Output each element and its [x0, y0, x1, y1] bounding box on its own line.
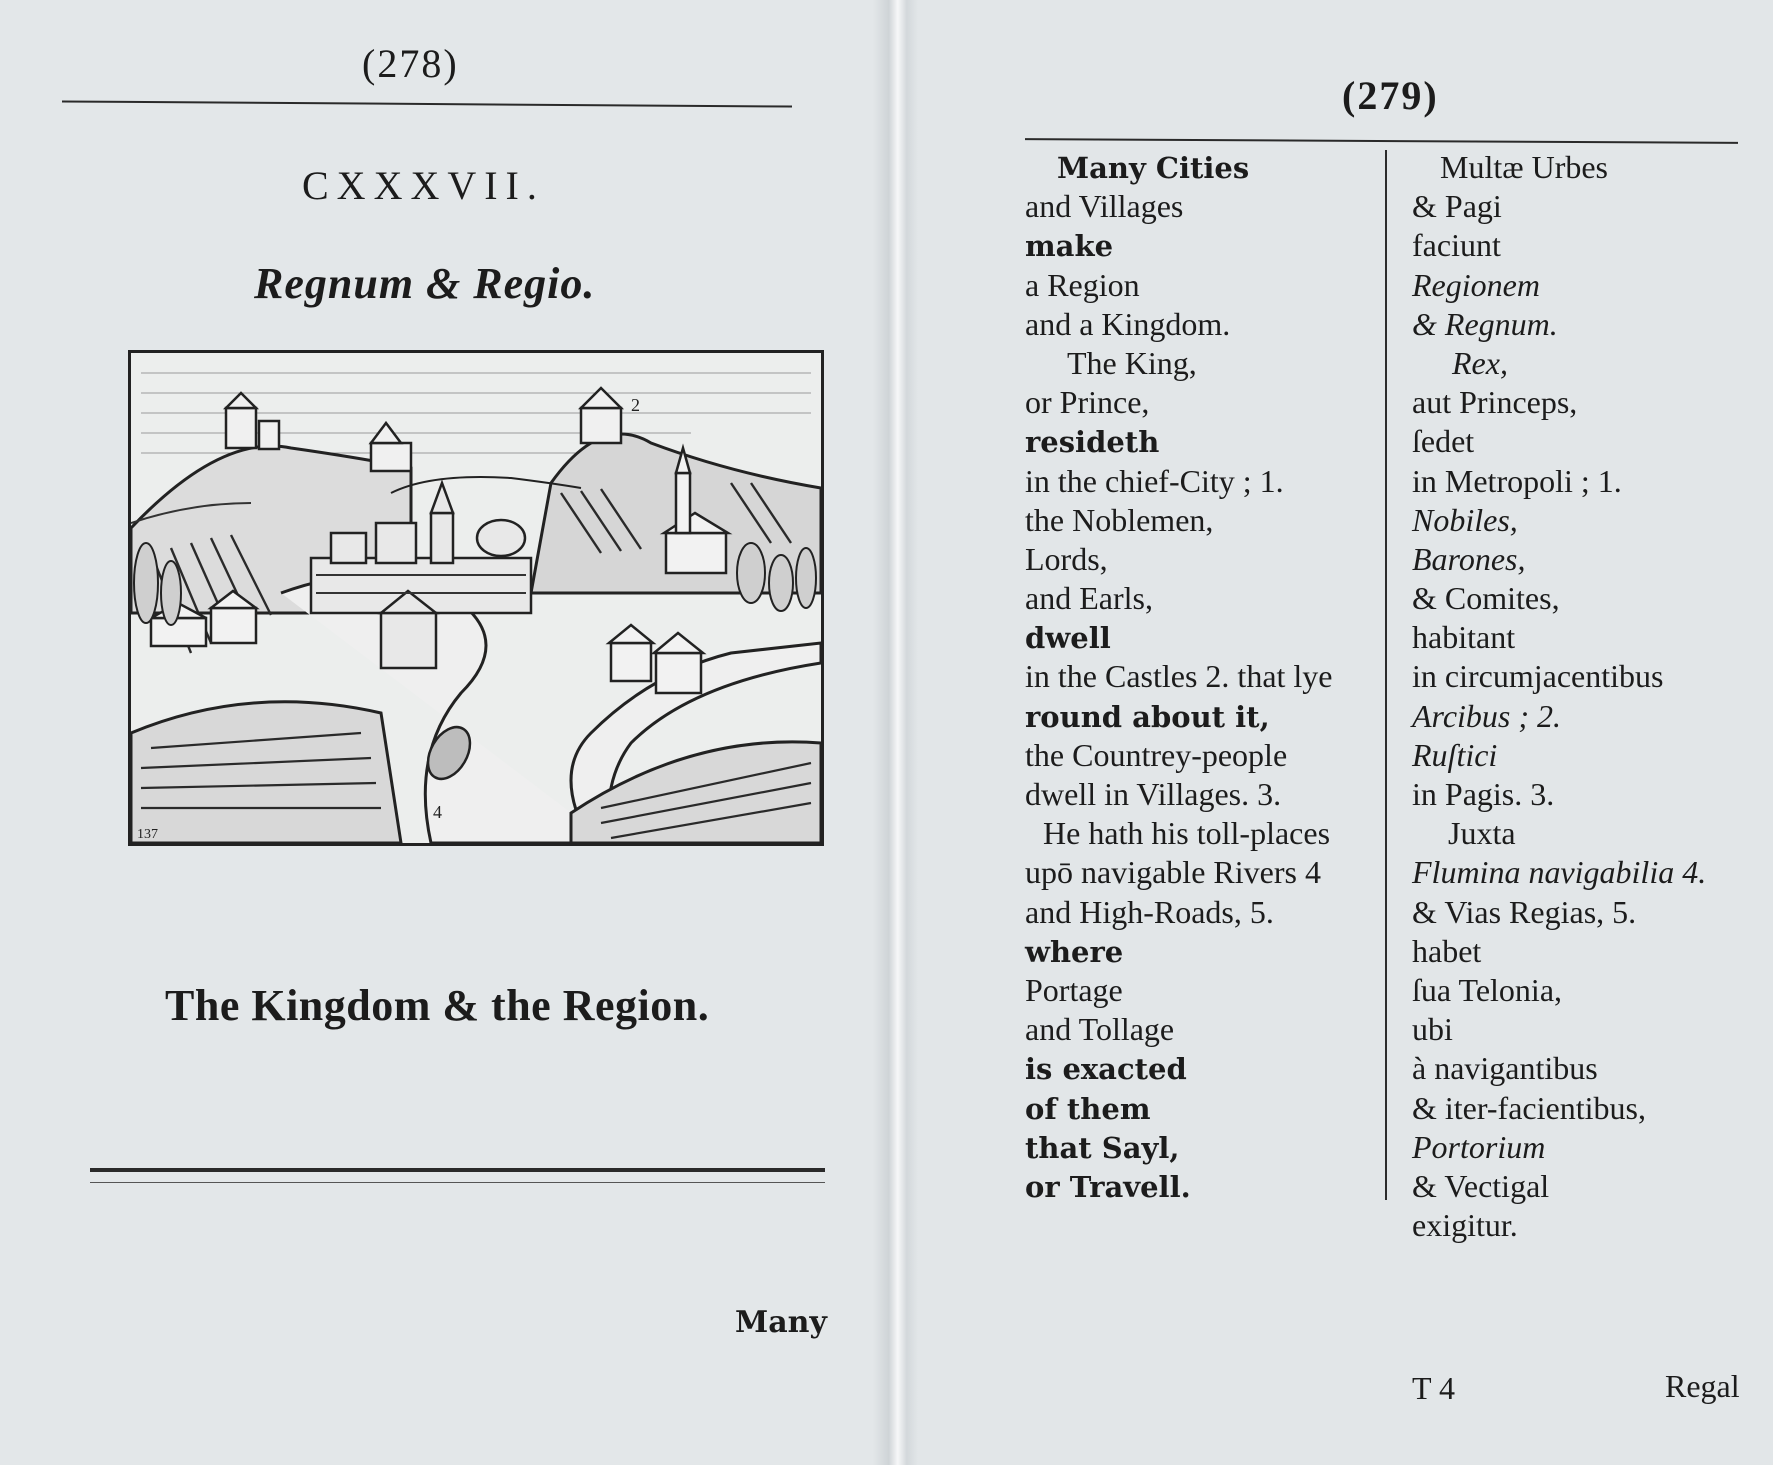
chapter-number: CXXXVII. [302, 163, 545, 208]
plate-number: 137 [137, 827, 158, 842]
english-line: upō navigable Rivers 4 [1025, 854, 1321, 891]
latin-line: & Regnum. [1412, 305, 1558, 342]
english-line: resideth [1025, 425, 1160, 460]
english-line: and Earls, [1025, 580, 1153, 617]
latin-line: Rex, [1452, 344, 1508, 381]
column-divider [1385, 150, 1387, 1200]
english-line: in the Castles 2. that lye [1025, 658, 1333, 695]
latin-line: Juxta [1448, 815, 1516, 852]
left-page [0, 0, 873, 1465]
latin-line: Multæ Urbes [1440, 149, 1608, 185]
english-line: that Sayl, [1025, 1130, 1180, 1165]
english-line: the Countrey-people [1025, 736, 1288, 773]
latin-line: in circumjacentibus [1412, 658, 1664, 695]
english-line: where [1025, 934, 1124, 969]
footer-rule-thin [90, 1182, 825, 1183]
english-line: and Tollage [1025, 1011, 1175, 1048]
latin-line: Flumina navigabilia 4. [1412, 854, 1707, 891]
latin-line: Portorium [1412, 1128, 1546, 1165]
page-number: (278) [362, 41, 459, 86]
english-line: make [1025, 229, 1114, 264]
catchword-right: Regal [1665, 1368, 1740, 1404]
plate-label-2: 2 [631, 395, 640, 415]
english-column [1025, 148, 1333, 1206]
latin-line: ſedet [1412, 423, 1475, 460]
latin-line: habitant [1412, 619, 1516, 656]
latin-line: Nobiles, [1412, 501, 1518, 538]
english-line: and a Kingdom. [1025, 305, 1231, 342]
english-line: or Travell. [1025, 1169, 1191, 1204]
page-number-right: (279) [1342, 73, 1439, 118]
plate-label-4: 4 [433, 802, 442, 822]
latin-title: Regnum & Regio. [254, 259, 596, 308]
latin-line: & Pagi [1412, 188, 1502, 225]
footer-rule [90, 1168, 825, 1172]
latin-line: Regionem [1412, 266, 1540, 303]
latin-line: in Metropoli ; 1. [1412, 462, 1622, 499]
english-title: The Kingdom & the Region. [165, 981, 710, 1030]
latin-line: & Vectigal [1412, 1167, 1550, 1204]
english-line: dwell in Villages. 3. [1025, 776, 1282, 812]
english-line: Many Cities [1057, 151, 1250, 185]
english-line: or Prince, [1025, 384, 1150, 421]
english-line: He hath his toll-places [1043, 815, 1331, 852]
latin-line: habet [1412, 932, 1482, 969]
catchword: Many [735, 1305, 827, 1340]
header-rule [62, 100, 792, 107]
latin-line: in Pagis. 3. [1412, 776, 1555, 812]
latin-line: ubi [1412, 1011, 1453, 1048]
latin-line: & iter-facientibus, [1412, 1089, 1646, 1126]
english-line: in the chief-City ; 1. [1025, 462, 1284, 499]
woodcut-illustration [128, 350, 824, 846]
latin-line: Ruſtici [1412, 736, 1498, 773]
latin-line: ſua Telonia, [1412, 971, 1563, 1008]
latin-line: & Vias Regias, 5. [1412, 893, 1637, 930]
english-line: dwell [1025, 621, 1111, 656]
latin-line: Barones, [1412, 540, 1526, 577]
latin-line: & Comites, [1412, 580, 1560, 617]
latin-line: exigitur. [1412, 1207, 1518, 1244]
english-line: of them [1025, 1091, 1151, 1126]
latin-line: Arcibus ; 2. [1412, 697, 1562, 734]
latin-line: à navigantibus [1412, 1050, 1598, 1087]
english-line: The King, [1067, 344, 1197, 381]
english-line: round about it, [1025, 699, 1270, 734]
signature-mark: T 4 [1412, 1370, 1455, 1406]
latin-line: aut Princeps, [1412, 384, 1578, 421]
book-gutter [873, 0, 918, 1465]
english-line: a Region [1025, 266, 1140, 303]
english-line: is exacted [1025, 1052, 1187, 1087]
english-line: Lords, [1025, 540, 1108, 577]
english-line: and High-Roads, 5. [1025, 893, 1274, 930]
english-line: Portage [1025, 971, 1123, 1008]
english-line: the Noblemen, [1025, 501, 1214, 538]
latin-line: faciunt [1412, 227, 1501, 264]
english-line: and Villages [1025, 188, 1184, 225]
woodcut-landscape [131, 353, 821, 843]
latin-column [1412, 148, 1706, 1245]
